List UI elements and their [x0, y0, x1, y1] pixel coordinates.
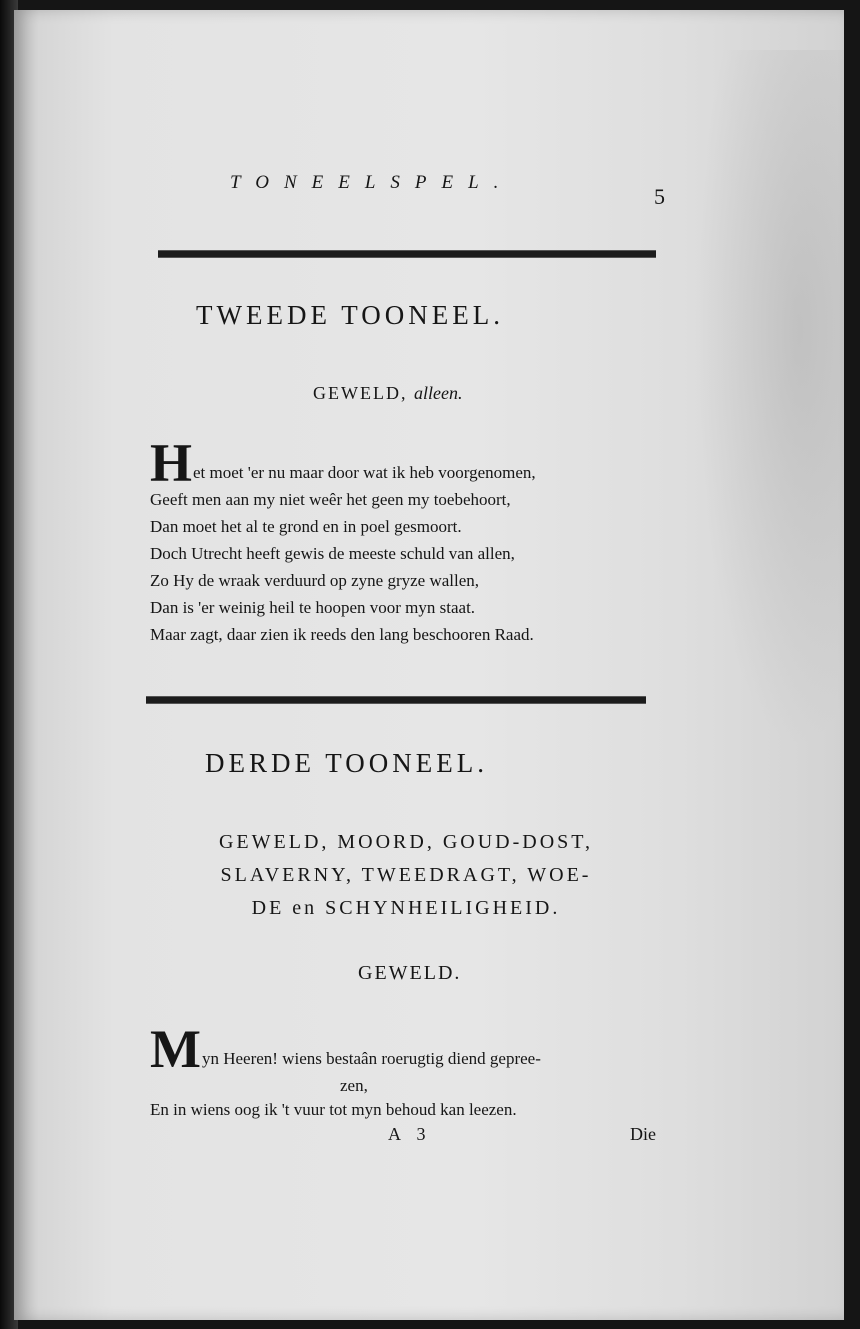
page-number: 5 [654, 184, 665, 209]
verse-continuation: zen, [340, 1076, 368, 1095]
verse-line: Maar zagt, daar zien ik reeds den lang beschooren Raad. [150, 625, 534, 644]
cast-line: SLAVERNY, TWEEDRAGT, WOE- [220, 864, 592, 886]
drop-cap: H [150, 433, 193, 493]
verse-line: Zo Hy de wraak verduurd op zyne gryze wallen, [150, 571, 480, 590]
scene-two-verse [150, 433, 670, 648]
scene-two-heading: TWEEDE TOONEEL. [196, 300, 504, 330]
verse-line: Geeft men aan my niet weêr het geen my toebehoort, [150, 490, 511, 509]
scene-three-speaker: GEWELD. [358, 962, 462, 984]
water-stain [694, 50, 844, 750]
section-rule-top [158, 250, 656, 258]
scene-three-heading: DERDE TOONEEL. [205, 748, 488, 778]
scene-two-speaker [313, 383, 462, 404]
cast-line: GEWELD, MOORD, GOUD-DOST, [218, 831, 594, 853]
verse-line: yn Heeren! wiens bestaân roerugtig diend gepree- [201, 1049, 541, 1068]
cast-line: DE en SCHYNHEILIGHEID. [251, 897, 561, 919]
signature-mark: A 3 [388, 1124, 432, 1144]
cast-list [146, 826, 666, 925]
scene-three-verse [150, 1019, 670, 1123]
running-title: TONEELSPEL. [230, 172, 514, 193]
verse-line: Dan moet het al te grond en in poel gesmoort. [150, 517, 462, 536]
catchword: Die [630, 1124, 656, 1144]
speaker-note: alleen. [413, 383, 463, 403]
verse-line: En in wiens oog ik 't vuur tot myn behoud kan leezen. [150, 1100, 517, 1119]
section-rule-middle [146, 696, 646, 704]
verse-line: Doch Utrecht heeft gewis de meeste schuld van allen, [150, 544, 515, 563]
verse-first-line [150, 433, 670, 493]
drop-cap: M [150, 1019, 201, 1079]
verse-line: et moet 'er nu maar door wat ik heb voorgenomen, [193, 463, 536, 482]
speaker-name: GEWELD, [313, 383, 408, 403]
verse-first-line [150, 1019, 670, 1079]
verse-line: Dan is 'er weinig heil te hoopen voor myn staat. [150, 598, 476, 617]
